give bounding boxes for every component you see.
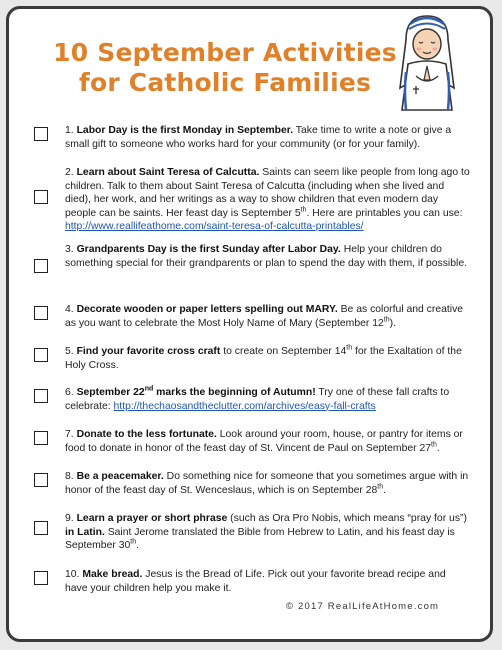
checkbox[interactable] xyxy=(34,473,48,487)
item-text: 1. Labor Day is the first Monday in September. Take time to write a note or give a small gift to someone who works hard for your community (or for your family). xyxy=(65,125,452,150)
checkbox[interactable] xyxy=(34,348,48,362)
checkbox[interactable] xyxy=(34,127,48,141)
item-text: 2. Learn about Saint Teresa of Calcutta. Saints can seem like people from long ago to children. Talk to them about Saint Teresa of Calcutta (including when she lived and died), her work, and her writings as a way to show children that even modern day people can be saints. Her feast day is September 5th. Here are printables you can use: http://www.reallifeathome.com/saint-teresa-of-calcutta-printables/ xyxy=(65,167,470,233)
mother-teresa-illustration xyxy=(392,10,462,114)
title-line-2: for Catholic Families xyxy=(78,68,372,97)
item-text: 3. Grandparents Day is the first Sunday after Labor Day. Help your children do something special for their grandparents or plan to spend the day with them, if possible. xyxy=(65,244,467,269)
checkbox[interactable] xyxy=(34,389,48,403)
page-title xyxy=(40,38,410,98)
item-text: 10. Make bread. Jesus is the Bread of Life. Pick out your favorite bread recipe and have your children help you make it. xyxy=(65,569,446,594)
checkbox[interactable] xyxy=(34,259,48,273)
item-text: 9. Learn a prayer or short phrase (such as Ora Pro Nobis, which means “pray for us”) in Latin. Saint Jerome translated the Bible from Hebrew to Latin, and his feast day is September 30th. xyxy=(65,513,467,552)
item-text: 5. Find your favorite cross craft to create on September 14th for the Exaltation of the Holy Cross. xyxy=(65,344,462,371)
checkbox[interactable] xyxy=(34,431,48,445)
copyright-footer: © 2017 RealLifeAtHome.com xyxy=(286,601,440,612)
item-text: 4. Decorate wooden or paper letters spelling out MARY. Be as colorful and creative as you want to celebrate the Most Holy Name of Mary (September 12th). xyxy=(65,304,464,329)
checkbox[interactable] xyxy=(34,190,48,204)
title-line-1: 10 September Activities xyxy=(53,38,397,67)
item-text: 6. September 22nd marks the beginning of Autumn! Try one of these fall crafts to celebrate: http://thechaosandtheclutter.com/archives/easy-fall-crafts xyxy=(65,385,450,412)
checkbox[interactable] xyxy=(34,306,48,320)
fall-crafts-link[interactable]: http://thechaosandtheclutter.com/archives/easy-fall-crafts xyxy=(113,400,376,412)
item-text: 8. Be a peacemaker. Do something nice for someone that you sometimes argue with in honor of the feast day of St. Wenceslaus, which is on September 28th. xyxy=(65,471,469,496)
checkbox[interactable] xyxy=(34,571,48,585)
calcutta-printables-link[interactable]: http://www.reallifeathome.com/saint-teresa-of-calcutta-printables/ xyxy=(65,221,364,233)
item-text: 7. Donate to the less fortunate. Look around your room, house, or pantry for items or food to donate in honor of the feast day of St. Vincent de Paul on September 27th. xyxy=(65,429,463,454)
checkbox[interactable] xyxy=(34,521,48,535)
